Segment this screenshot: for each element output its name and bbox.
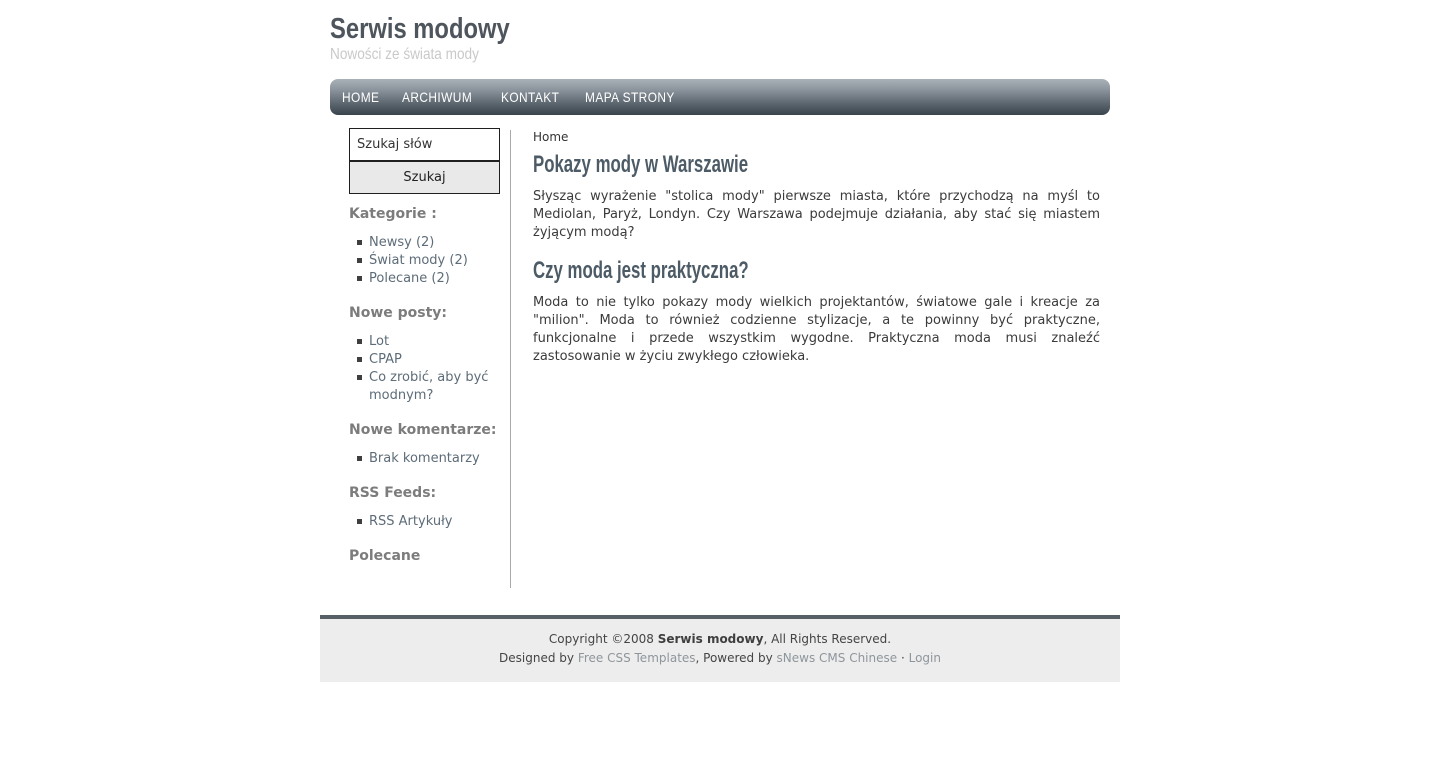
bullet-square-icon — [357, 339, 362, 344]
snews-cms-link[interactable]: sNews CMS Chinese — [776, 651, 898, 665]
footer-copyright-line — [320, 630, 1120, 649]
new-posts-heading: Nowe posty: — [349, 305, 448, 321]
bullet-square-icon — [357, 519, 362, 524]
site-tagline-text: Nowości ze świata mody — [330, 46, 479, 63]
list-item — [349, 369, 500, 405]
site-tagline — [330, 46, 1110, 64]
rss-heading: RSS Feeds: — [349, 485, 437, 501]
list-item — [349, 234, 500, 252]
nav-item-home[interactable] — [334, 89, 394, 105]
article-2 — [533, 258, 1100, 366]
bullet-square-icon — [357, 357, 362, 362]
list-item — [349, 252, 500, 270]
new-comments-list — [349, 450, 500, 468]
post-link-co-zrobic[interactable]: Co zrobić, aby być modnym? — [369, 370, 489, 403]
list-item — [349, 450, 500, 468]
article-2-title-text: Czy moda jest praktyczna? — [533, 257, 749, 284]
nav-item-archiwum[interactable] — [394, 89, 493, 105]
footer-credits-line — [320, 649, 1120, 668]
bullet-square-icon — [357, 456, 362, 461]
rss-list — [349, 513, 500, 531]
category-link-newsy[interactable]: Newsy (2) — [369, 235, 435, 250]
sidebar — [349, 125, 500, 576]
bullet-square-icon — [357, 258, 362, 263]
sidebar-section-rss — [349, 485, 500, 531]
search-button[interactable]: Szukaj — [350, 162, 499, 193]
categories-list — [349, 234, 500, 288]
page-container — [320, 0, 1120, 682]
nav-item-kontakt[interactable] — [493, 89, 578, 105]
bullet-square-icon — [357, 276, 362, 281]
list-item — [349, 270, 500, 288]
rss-link-artykuly[interactable]: RSS Artykuły — [369, 514, 453, 529]
site-header — [320, 0, 1120, 79]
article-1-title-text: Pokazy mody w Warszawie — [533, 151, 749, 178]
sidebar-section-categories — [349, 206, 500, 288]
post-link-cpap[interactable]: CPAP — [369, 352, 402, 367]
site-footer — [320, 615, 1120, 682]
powered-by-text: , Powered by — [695, 651, 777, 665]
search-input[interactable] — [350, 129, 499, 162]
site-title-text: Serwis modowy — [330, 13, 510, 45]
search-widget — [349, 128, 500, 194]
article-1-body: Słysząc wyrażenie "stolica mody" pierwsze miasta, które przychodzą na myśl to Mediolan, Paryż, Londyn. Czy Warszawa podejmuje działania, aby stać się miastem żyjącym modą? — [533, 189, 1100, 240]
bullet-square-icon — [357, 240, 362, 245]
bullet-square-icon — [357, 375, 362, 380]
nav-item-mapa-strony-label: MAPA STRONY — [585, 89, 675, 105]
list-item — [349, 333, 500, 351]
copyright-suffix: , All Rights Reserved. — [763, 632, 892, 646]
post-link-lot[interactable]: Lot — [369, 334, 390, 349]
copyright-prefix: Copyright ©2008 — [548, 632, 658, 646]
article-2-body: Moda to nie tylko pokazy mody wielkich projektantów, światowe gale i kreacje za "milion". Moda to również codzienne stylizacje, a te powinny być praktyczne, funkcjonalne i przede wszystkim wygodne. Praktyczna moda musi znaleźć zastosowanie w życiu zwykłego człowieka. — [533, 295, 1100, 364]
category-link-swiat-mody[interactable]: Świat mody (2) — [369, 253, 468, 268]
free-css-templates-link[interactable]: Free CSS Templates — [577, 651, 696, 665]
article-2-title[interactable] — [533, 258, 1100, 284]
main-column — [511, 125, 1120, 382]
polecane-heading: Polecane — [349, 548, 421, 564]
list-item — [349, 513, 500, 531]
list-item — [349, 351, 500, 369]
category-link-polecane[interactable]: Polecane (2) — [369, 271, 450, 286]
new-comments-heading: Nowe komentarze: — [349, 422, 497, 438]
login-link[interactable]: Login — [908, 651, 941, 665]
designed-by-text: Designed by — [499, 651, 578, 665]
sidebar-section-new-comments — [349, 422, 500, 468]
sidebar-section-new-posts — [349, 305, 500, 405]
content-area — [320, 115, 1120, 615]
nav-item-mapa-strony[interactable] — [577, 89, 699, 105]
separator-text: · — [897, 651, 909, 665]
main-nav — [330, 79, 1110, 115]
new-posts-list — [349, 333, 500, 405]
article-1 — [533, 152, 1100, 242]
article-1-title[interactable] — [533, 152, 1100, 178]
nav-item-home-label: HOME — [342, 89, 380, 105]
nav-item-kontakt-label: KONTAKT — [500, 89, 559, 105]
nav-item-archiwum-label: ARCHIWUM — [402, 89, 473, 105]
breadcrumb — [533, 130, 1100, 144]
footer-site-name: Serwis modowy — [657, 632, 764, 646]
site-title — [330, 13, 1110, 46]
sidebar-section-polecane — [349, 548, 500, 564]
categories-heading: Kategorie : — [349, 206, 437, 222]
breadcrumb-home-link[interactable]: Home — [533, 130, 569, 144]
comments-link-brak[interactable]: Brak komentarzy — [369, 451, 480, 466]
